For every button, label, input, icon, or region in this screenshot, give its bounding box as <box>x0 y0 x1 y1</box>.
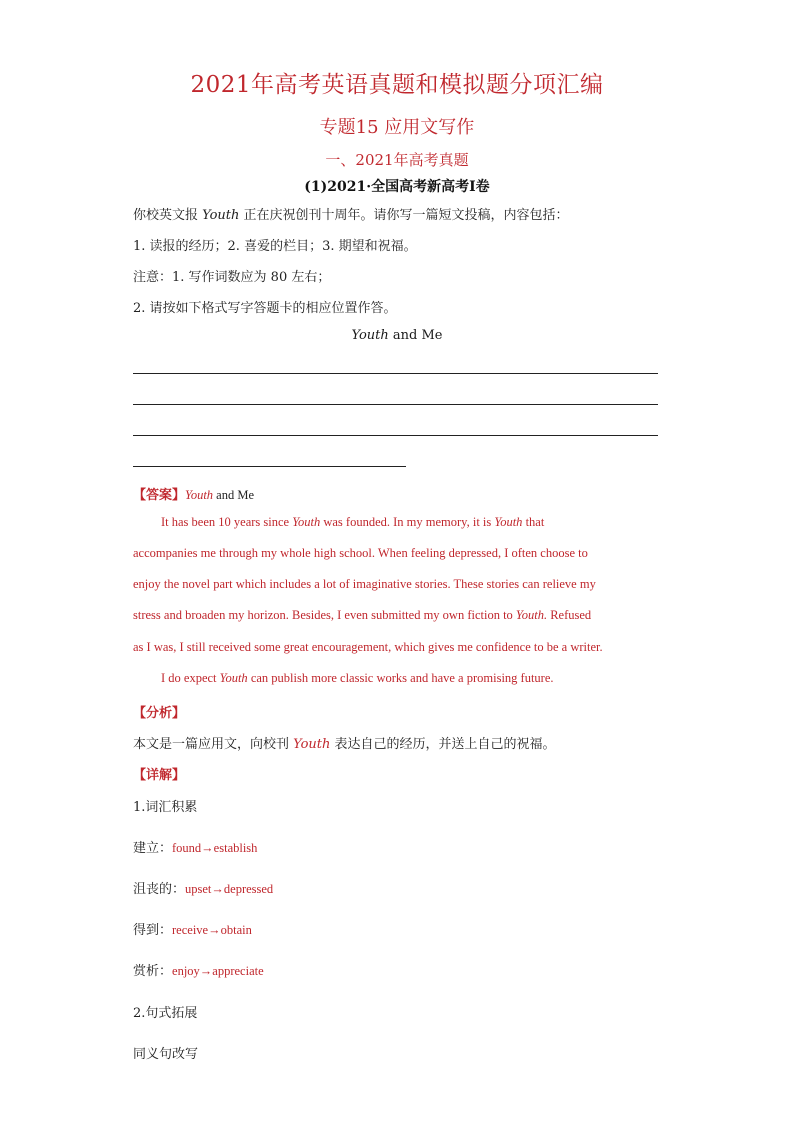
answer-italic: Youth <box>292 515 321 529</box>
topic-subtitle: 专题15 应用文写作 <box>319 117 475 138</box>
vocab-heading: 1.词汇积累 <box>133 800 198 815</box>
answer-text: I do expect <box>161 671 220 685</box>
vocab-english: found→establish <box>172 841 258 855</box>
analysis-text-part: 表达自己的经历，并送上自己的祝福。 <box>330 737 556 752</box>
answer-line <box>133 404 658 405</box>
answer-italic: Youth. <box>515 608 548 622</box>
prompt-line-3: 注意：1. 写作词数应为 80 左右； <box>133 270 331 285</box>
answer-italic: Youth <box>219 671 248 685</box>
essay-title-italic: Youth <box>351 328 389 343</box>
answer-text: stress and broaden my horizon. Besides, I even submitted my own fiction to <box>133 608 516 622</box>
answer-text: that <box>522 515 545 529</box>
analysis-label: 【分析】 <box>133 706 186 721</box>
answer-line-2: accompanies me through my whole high school. When feeling depressed, I often choose to <box>133 546 588 560</box>
answer-line <box>133 466 406 467</box>
answer-text: It has been 10 years since <box>161 515 293 529</box>
vocab-chinese: 得到： <box>133 923 173 938</box>
section-heading: 一、2021年高考真题 <box>325 151 469 169</box>
analysis-newspaper-name: Youth <box>293 737 331 752</box>
answer-label: 【答案】 <box>133 488 186 503</box>
answer-title-italic: Youth <box>185 488 214 502</box>
essay-title <box>0 328 794 343</box>
prompt-line-2: 1. 读报的经历；2. 喜爱的栏目；3. 期望和祝福。 <box>133 239 417 254</box>
vocab-item <box>133 837 257 856</box>
vocab-chinese: 赏析： <box>133 964 173 979</box>
prompt-newspaper-name: Youth <box>202 208 240 223</box>
answer-line <box>133 373 658 374</box>
analysis-text <box>133 733 556 752</box>
detail-label: 【详解】 <box>133 768 186 783</box>
prompt-line-1 <box>133 204 569 223</box>
answer-text: Refused <box>547 608 592 622</box>
vocab-english: enjoy→appreciate <box>172 964 264 978</box>
vocab-chinese: 沮丧的： <box>133 882 186 897</box>
answer-line-1 <box>161 515 544 530</box>
question-source: (1)2021·全国高考新高考Ⅰ卷 <box>304 179 490 195</box>
answer-line-6 <box>161 671 554 686</box>
sentence-heading: 2.句式拓展 <box>133 1006 198 1021</box>
prompt-line-4: 2. 请按如下格式写字答题卡的相应位置作答。 <box>133 301 397 316</box>
answer-line-5: as I was, I still received some great encouragement, which gives me confidence to be a writer. <box>133 640 603 654</box>
answer-text: was founded. In my memory, it is <box>320 515 495 529</box>
vocab-item <box>133 878 273 897</box>
vocab-english: receive→obtain <box>172 923 252 937</box>
vocab-item <box>133 960 264 979</box>
document-title: 2021年高考英语真题和模拟题分项汇编 <box>190 72 604 98</box>
rewrite-heading: 同义句改写 <box>133 1047 199 1062</box>
answer-line-3: enjoy the novel part which includes a lot of imaginative stories. These stories can relieve my <box>133 577 596 591</box>
answer-italic: Youth <box>494 515 523 529</box>
analysis-text-part: 本文是一篇应用文，向校刊 <box>133 737 294 752</box>
prompt-text: 正在庆祝创刊十周年。请你写一篇短文投稿，内容包括： <box>239 208 569 223</box>
answer-text: can publish more classic works and have a promising future. <box>247 671 554 685</box>
vocab-chinese: 建立： <box>133 841 173 856</box>
answer-title-rest: and Me <box>213 488 255 502</box>
vocab-english: upset→depressed <box>185 882 274 896</box>
prompt-text: 你校英文报 <box>133 208 203 223</box>
answer-line <box>133 435 658 436</box>
answer-heading <box>133 484 254 503</box>
vocab-item <box>133 919 252 938</box>
answer-line-4 <box>133 608 591 623</box>
essay-title-rest: and Me <box>388 328 443 343</box>
